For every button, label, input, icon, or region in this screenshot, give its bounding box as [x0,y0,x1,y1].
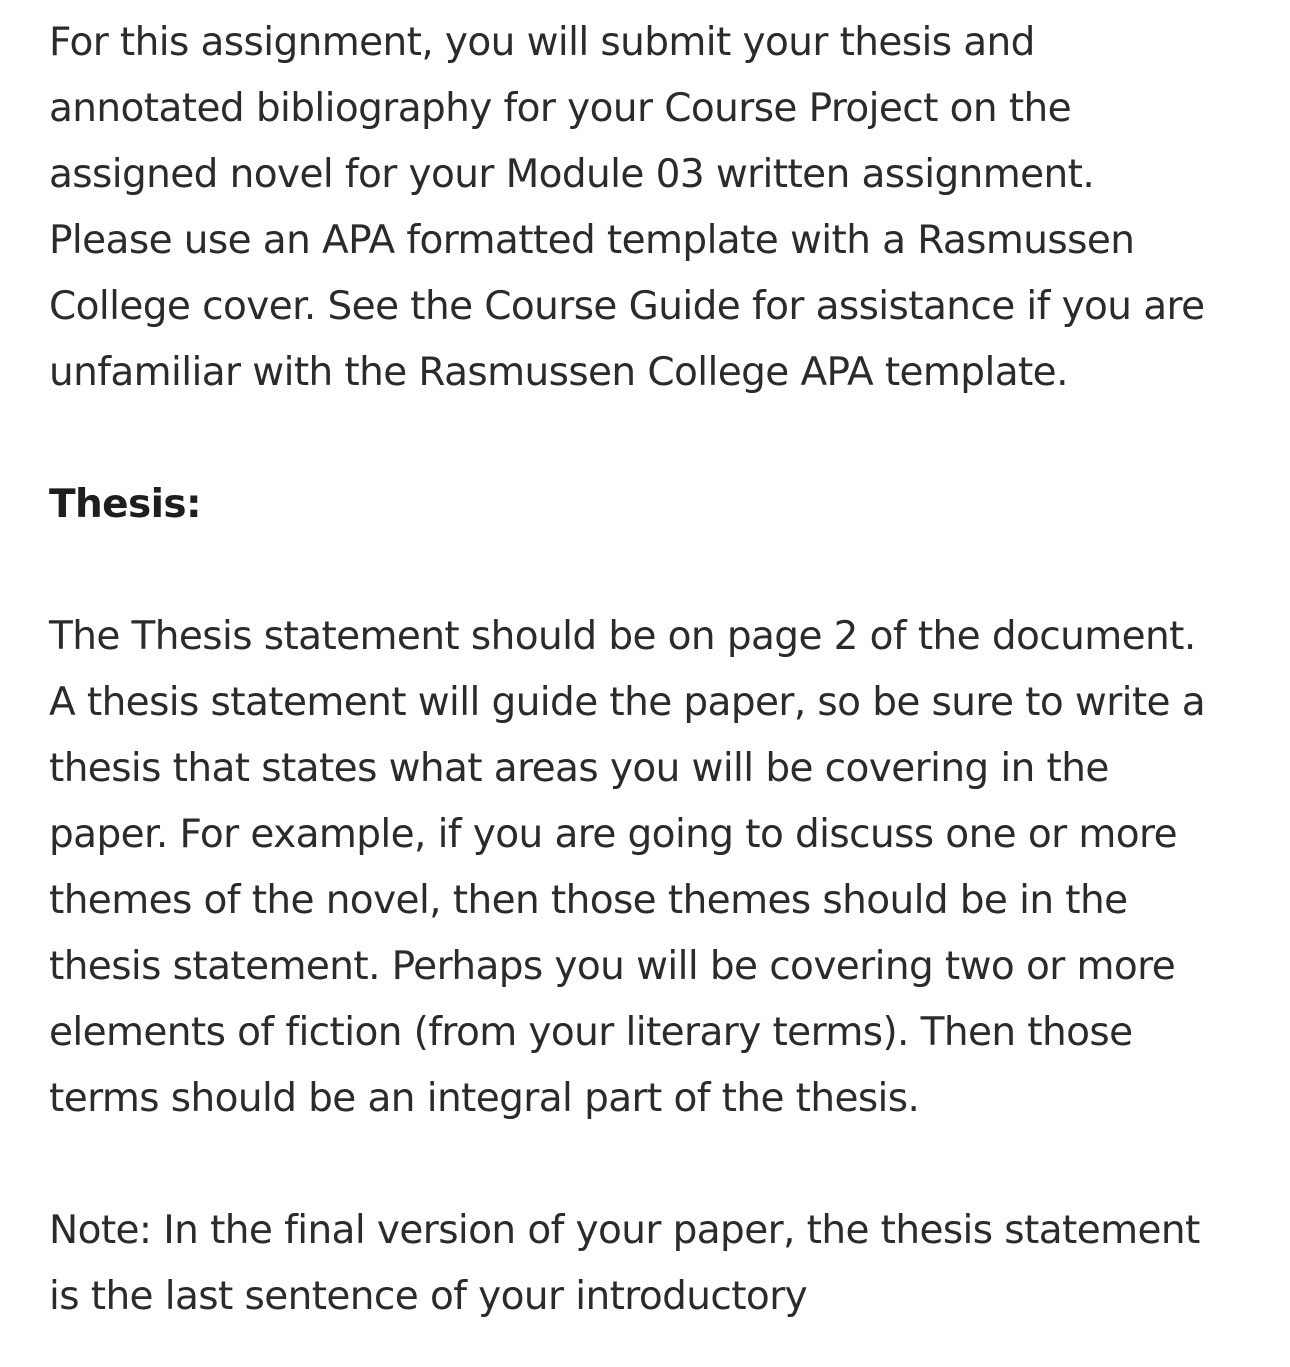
text-line: themes of the novel, then those themes should be in the [49,878,1128,923]
text-line: Note: In the final version of your paper, the thesis statement [49,1208,1200,1253]
text-line: A thesis statement will guide the paper, so be sure to write a [49,680,1206,725]
text-line: is the last sentence of your introductory [49,1274,808,1319]
thesis-paragraph [49,604,1249,1132]
text-line: The Thesis statement should be on page 2 of the document. [49,614,1196,659]
text-line: For this assignment, you will submit your thesis and [49,20,1035,65]
paragraph-gap [49,1132,1249,1198]
text-line: assigned novel for your Module 03 written assignment. [49,152,1095,197]
text-line: elements of fiction (from your literary terms). Then those [49,1010,1133,1055]
text-line: unfamiliar with the Rasmussen College APA template. [49,350,1068,395]
text-line: annotated bibliography for your Course Project on the [49,86,1072,131]
text-line: Please use an APA formatted template with a Rasmussen [49,218,1135,263]
text-line: terms should be an integral part of the thesis. [49,1076,920,1121]
paragraph-gap [49,406,1249,472]
paragraph-gap [49,538,1249,604]
assignment-text [49,10,1249,1330]
text-line: thesis statement. Perhaps you will be covering two or more [49,944,1176,989]
text-line: thesis that states what areas you will be covering in the [49,746,1109,791]
intro-paragraph [49,10,1249,406]
thesis-heading: Thesis: [49,482,202,527]
note-paragraph [49,1198,1249,1330]
text-line: College cover. See the Course Guide for assistance if you are [49,284,1205,329]
text-line: paper. For example, if you are going to discuss one or more [49,812,1177,857]
